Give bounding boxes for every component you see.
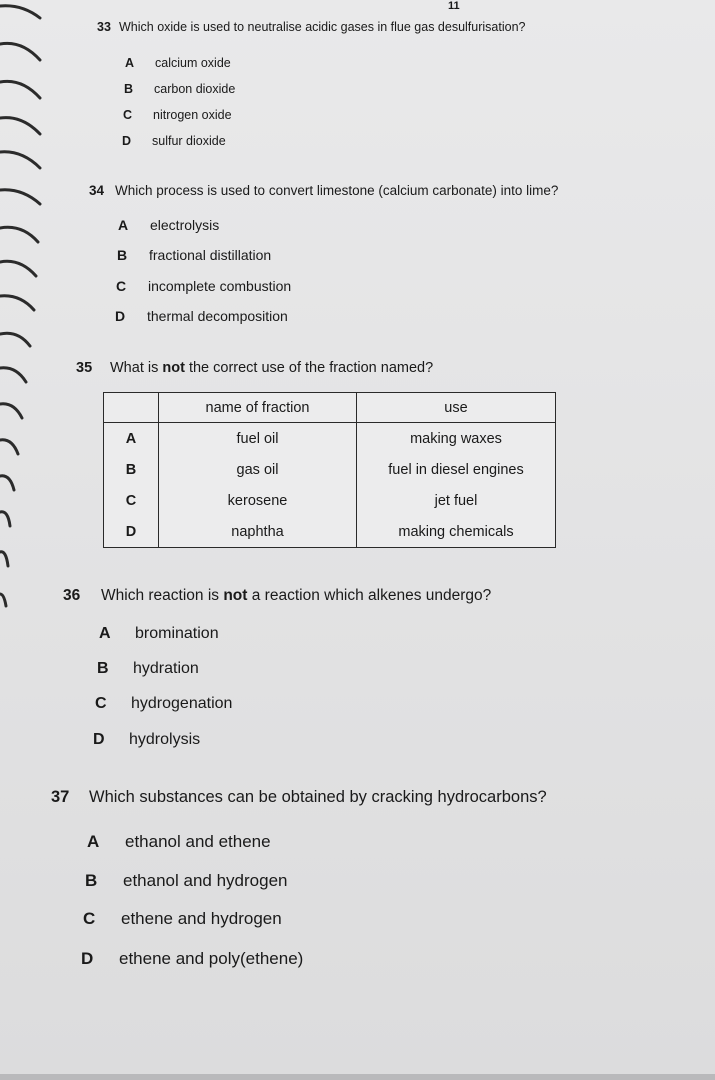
option-text: bromination bbox=[135, 625, 219, 642]
option-text: calcium oxide bbox=[155, 56, 231, 70]
option-b[interactable] bbox=[97, 660, 199, 678]
question-text: Which oxide is used to neutralise acidic gases in flue gas desulfurisation? bbox=[119, 20, 526, 34]
question-text: Which process is used to convert limestone (calcium carbonate) into lime? bbox=[115, 183, 559, 198]
option-d[interactable] bbox=[93, 731, 200, 749]
binding-coil bbox=[0, 333, 30, 346]
binding-coil bbox=[0, 296, 34, 310]
option-b[interactable] bbox=[85, 871, 287, 891]
binding-coil bbox=[0, 552, 8, 566]
binding-coil bbox=[0, 440, 18, 454]
question-emphasis: not bbox=[162, 360, 185, 376]
option-text: carbon dioxide bbox=[154, 82, 236, 96]
option-letter: C bbox=[123, 108, 133, 122]
question-37 bbox=[51, 788, 547, 807]
option-letter: B bbox=[85, 871, 98, 890]
row-fraction-name: kerosene bbox=[159, 485, 357, 516]
question-36 bbox=[63, 587, 491, 605]
option-letter: A bbox=[125, 56, 135, 70]
binding-coil bbox=[0, 261, 36, 276]
option-text: incomplete combustion bbox=[148, 278, 292, 294]
option-text: hydrogenation bbox=[131, 695, 233, 712]
option-c[interactable] bbox=[116, 278, 291, 294]
option-d[interactable] bbox=[115, 308, 288, 324]
option-letter: D bbox=[122, 134, 132, 148]
option-text: hydrolysis bbox=[129, 731, 201, 748]
question-35 bbox=[76, 360, 433, 376]
question-text-after: a reaction which alkenes undergo? bbox=[247, 587, 492, 604]
spiral-binding bbox=[0, 0, 44, 1080]
page-number: 11 bbox=[448, 0, 460, 12]
option-letter: A bbox=[118, 217, 129, 233]
table-header-name: name of fraction bbox=[159, 393, 357, 423]
option-text: hydration bbox=[133, 660, 199, 677]
option-d[interactable] bbox=[81, 949, 303, 969]
question-emphasis: not bbox=[223, 587, 248, 604]
option-a[interactable] bbox=[87, 832, 271, 852]
row-letter: D bbox=[104, 516, 159, 548]
row-use: jet fuel bbox=[357, 485, 556, 516]
table-row[interactable] bbox=[104, 516, 556, 548]
question-number: 37 bbox=[51, 788, 70, 806]
question-number: 36 bbox=[63, 587, 81, 604]
question-number: 34 bbox=[89, 183, 105, 198]
option-a[interactable] bbox=[118, 217, 219, 233]
row-use: making waxes bbox=[357, 423, 556, 455]
binding-coil bbox=[0, 594, 6, 606]
row-letter: C bbox=[104, 485, 159, 516]
option-letter: D bbox=[115, 308, 126, 324]
row-fraction-name: gas oil bbox=[159, 454, 357, 485]
binding-coil bbox=[0, 152, 40, 168]
option-a[interactable] bbox=[99, 625, 219, 643]
option-text: ethene and poly(ethene) bbox=[119, 949, 304, 968]
option-c[interactable] bbox=[95, 695, 232, 713]
option-letter: D bbox=[93, 731, 105, 748]
binding-coil bbox=[0, 118, 40, 134]
binding-coil bbox=[0, 81, 40, 98]
binding-coil bbox=[0, 43, 40, 60]
question-number: 33 bbox=[97, 20, 111, 34]
binding-coil bbox=[0, 190, 40, 204]
option-a[interactable] bbox=[125, 56, 231, 70]
option-letter: C bbox=[116, 278, 127, 294]
option-b[interactable] bbox=[124, 82, 235, 96]
option-letter: C bbox=[83, 909, 96, 928]
binding-coil bbox=[0, 368, 26, 382]
option-text: ethanol and ethene bbox=[125, 832, 271, 851]
question-number: 35 bbox=[76, 360, 93, 376]
option-letter: B bbox=[97, 660, 109, 677]
table-header-use: use bbox=[357, 393, 556, 423]
option-letter: B bbox=[117, 247, 128, 263]
row-use: making chemicals bbox=[357, 516, 556, 548]
option-letter: C bbox=[95, 695, 107, 712]
question-text-after: the correct use of the fraction named? bbox=[184, 360, 434, 376]
binding-coil bbox=[0, 227, 38, 242]
table-header-empty bbox=[104, 393, 159, 423]
option-text: thermal decomposition bbox=[147, 308, 288, 324]
binding-coil bbox=[0, 404, 22, 418]
question-text-before: What is bbox=[110, 360, 163, 376]
question-text-before: Which reaction is bbox=[101, 587, 224, 604]
row-fraction-name: naphtha bbox=[159, 516, 357, 548]
question-33 bbox=[97, 20, 525, 34]
row-fraction-name: fuel oil bbox=[159, 423, 357, 455]
option-letter: A bbox=[99, 625, 111, 642]
fraction-table bbox=[103, 392, 556, 548]
question-text: Which substances can be obtained by cracking hydrocarbons? bbox=[89, 788, 547, 806]
binding-coil bbox=[0, 6, 40, 18]
option-text: fractional distillation bbox=[149, 247, 272, 263]
question-34 bbox=[89, 183, 558, 198]
option-letter: B bbox=[124, 82, 134, 96]
option-b[interactable] bbox=[117, 247, 271, 263]
option-text: electrolysis bbox=[150, 217, 220, 233]
option-text: ethene and hydrogen bbox=[121, 909, 282, 928]
table-header-row bbox=[104, 393, 556, 423]
option-letter: A bbox=[87, 832, 100, 851]
row-letter: B bbox=[104, 454, 159, 485]
option-text: sulfur dioxide bbox=[152, 134, 226, 148]
binding-coil bbox=[0, 512, 10, 526]
option-c[interactable] bbox=[83, 909, 282, 929]
option-letter: D bbox=[81, 949, 94, 968]
row-use: fuel in diesel engines bbox=[357, 454, 556, 485]
option-c[interactable] bbox=[123, 108, 232, 122]
binding-coil bbox=[0, 476, 14, 490]
page-bottom-edge bbox=[0, 1074, 715, 1080]
table-row[interactable] bbox=[104, 423, 556, 455]
row-letter: A bbox=[104, 423, 159, 455]
option-d[interactable] bbox=[122, 134, 226, 148]
option-text: nitrogen oxide bbox=[153, 108, 232, 122]
table-row[interactable] bbox=[104, 454, 556, 485]
table-row[interactable] bbox=[104, 485, 556, 516]
option-text: ethanol and hydrogen bbox=[123, 871, 288, 890]
